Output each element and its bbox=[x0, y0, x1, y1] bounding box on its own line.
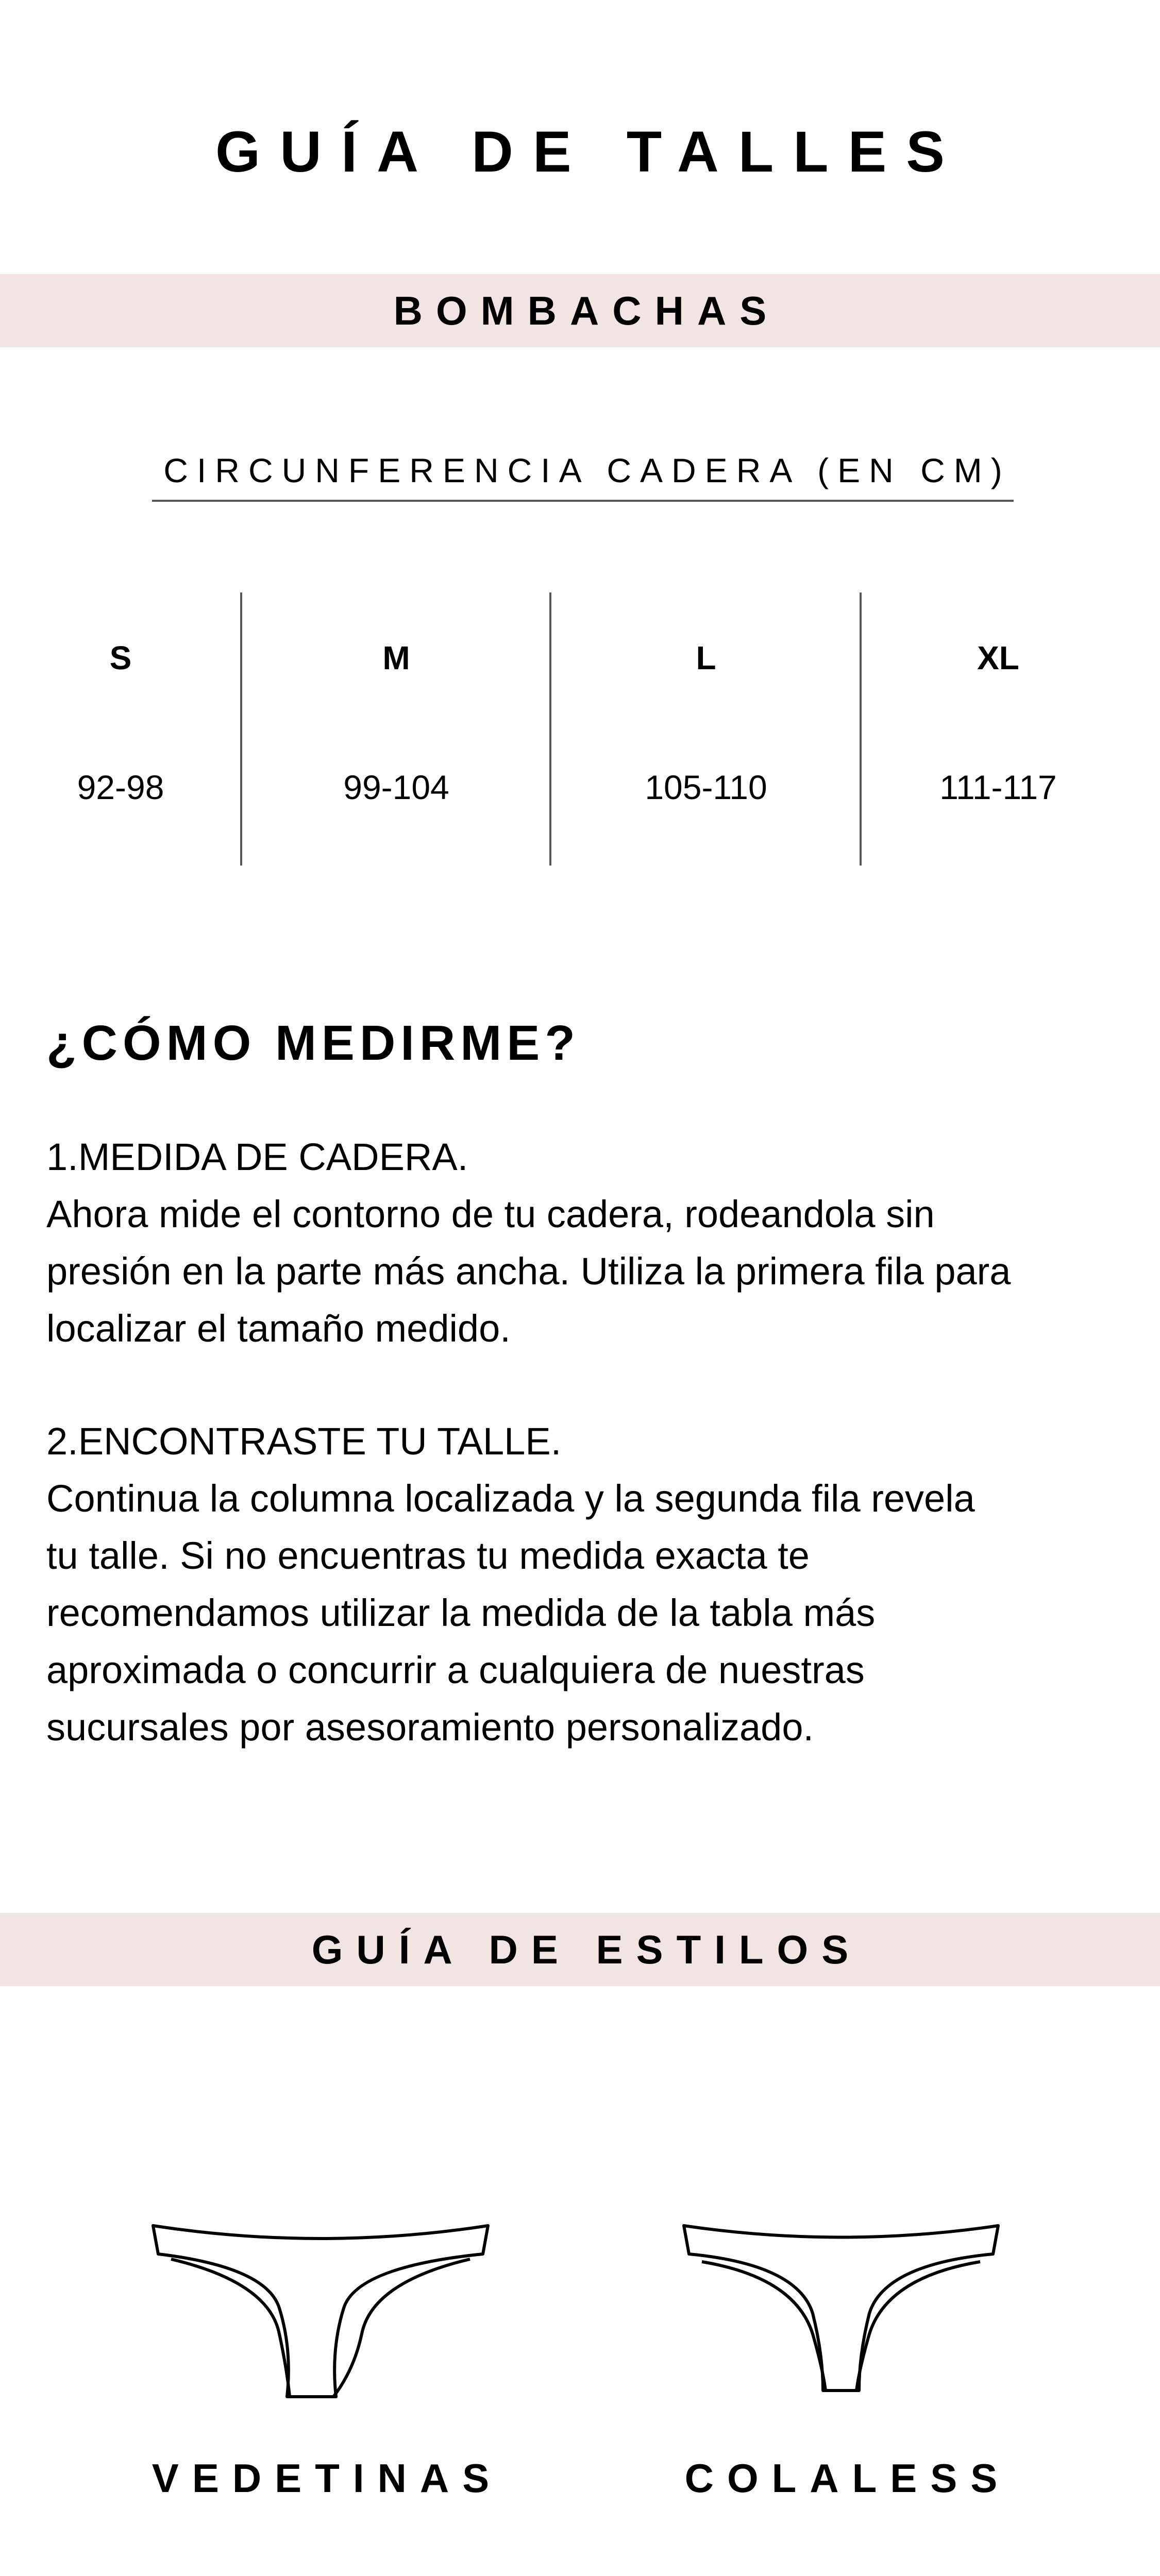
measure-header: CIRCUNFERENCIA CADERA (EN CM) bbox=[163, 451, 1011, 489]
style-name: VEDETINAS bbox=[152, 2455, 503, 2501]
vedetinas-icon bbox=[150, 2215, 491, 2411]
section-band-estilos bbox=[0, 1913, 1160, 1986]
section-band-bombachas bbox=[0, 274, 1160, 347]
size-label: XL bbox=[977, 639, 1019, 676]
how-to-step-1 bbox=[46, 1128, 1139, 1357]
size-column-s bbox=[0, 592, 241, 866]
size-range: 99-104 bbox=[343, 768, 449, 806]
size-column-xl bbox=[862, 592, 1160, 866]
size-column-l bbox=[551, 592, 861, 866]
step-text-line: presión en la parte más ancha. Utiliza la primera fila para bbox=[46, 1250, 1011, 1293]
size-label: S bbox=[109, 639, 132, 676]
step-text-line: tu talle. Si no encuentras tu medida exacta te bbox=[46, 1534, 810, 1577]
size-label: L bbox=[696, 639, 716, 676]
step-heading: 1.MEDIDA DE CADERA. bbox=[46, 1136, 468, 1178]
style-item-colaless bbox=[609, 2215, 1073, 2524]
measure-header-underline bbox=[152, 500, 1014, 502]
size-range: 92-98 bbox=[77, 768, 164, 806]
how-to-step-2 bbox=[46, 1413, 1139, 1756]
step-text-line: recomendamos utilizar la medida de la tabla más bbox=[46, 1591, 876, 1634]
size-range: 111-117 bbox=[939, 768, 1057, 806]
size-range: 105-110 bbox=[645, 768, 767, 806]
step-text-line: Ahora mide el contorno de tu cadera, rodeandola sin bbox=[46, 1193, 935, 1235]
size-column-m bbox=[242, 592, 550, 866]
step-heading: 2.ENCONTRASTE TU TALLE. bbox=[46, 1420, 562, 1463]
step-text-line: Continua la columna localizada y la segunda fila revela bbox=[46, 1477, 975, 1520]
section-band-label: GUÍA DE ESTILOS bbox=[311, 1926, 862, 1972]
page-title: GUÍA DE TALLES bbox=[215, 120, 964, 184]
colaless-icon bbox=[681, 2215, 1001, 2411]
style-item-vedetinas bbox=[89, 2215, 552, 2524]
step-text-line: aproximada o concurrir a cualquiera de nuestras bbox=[46, 1649, 865, 1691]
step-text-line: localizar el tamaño medido. bbox=[46, 1307, 511, 1350]
section-band-label: BOMBACHAS bbox=[393, 287, 780, 333]
style-name: COLALESS bbox=[684, 2455, 1011, 2501]
step-text-line: sucursales por asesoramiento personalizado. bbox=[46, 1706, 814, 1749]
how-to-title: ¿CÓMO MEDIRME? bbox=[46, 1015, 580, 1071]
size-label: M bbox=[382, 639, 410, 676]
